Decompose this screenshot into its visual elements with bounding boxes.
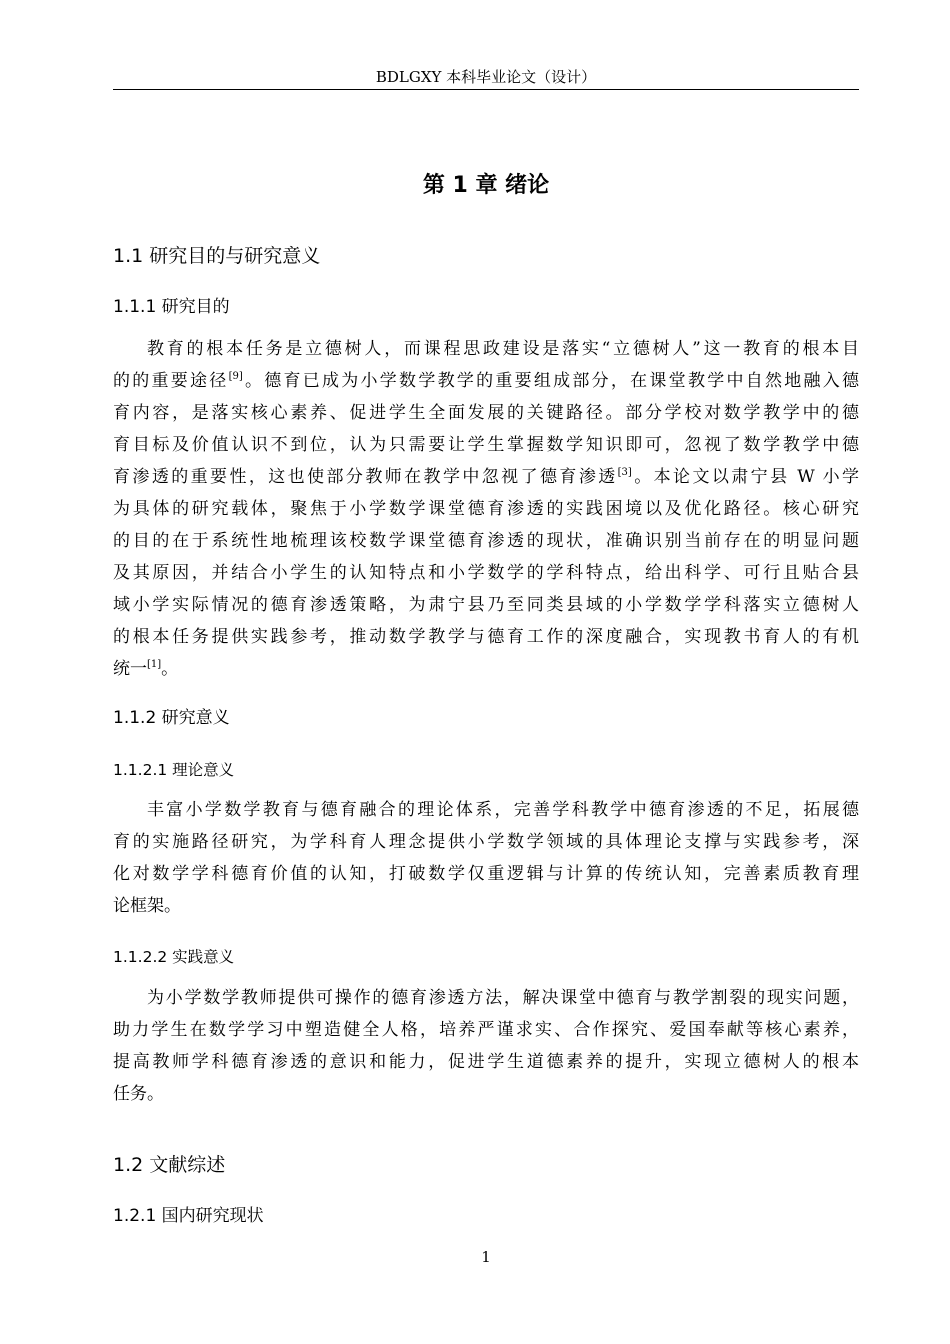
citation-ref: [3]: [617, 467, 632, 478]
paragraph-line: 提高教师学科德育渗透的意识和能力，促进学生道德素养的提升，实现立德树人的根本: [113, 1052, 859, 1072]
citation-ref: [9]: [228, 371, 243, 382]
section-heading-1-1-2-1: 1.1.2.1 理论意义: [113, 761, 235, 779]
paragraph-line: [113, 365, 859, 397]
paragraph-practical-significance: [113, 982, 859, 1110]
text-run: 。本论文以肃宁县 W 小学: [631, 467, 860, 487]
section-heading-1-1-2-2: 1.1.2.2 实践意义: [113, 948, 235, 966]
chapter-title: 第 1 章 绪论: [422, 173, 550, 198]
section-heading-1-2: 1.2 文献综述: [113, 1154, 226, 1176]
section-heading-1-1-1: 1.1.1 研究目的: [113, 297, 230, 317]
paragraph-line: 丰富小学数学教育与德育融合的理论体系，完善学科教学中德育渗透的不足，拓展德: [147, 800, 859, 820]
text-run: 统一: [113, 659, 147, 679]
paragraph-line: [113, 461, 859, 493]
paragraph-line: 的目的在于系统性地梳理该校数学课堂德育渗透的现状，准确识别当前存在的明显问题: [113, 531, 859, 551]
running-header: BDLGXY 本科毕业论文（设计）: [375, 68, 597, 86]
text-run: 育渗透的重要性，这也使部分教师在教学中忽视了德育渗透: [113, 467, 618, 487]
paragraph-line: 育内容，是落实核心素养、促进学生全面发展的关键路径。部分学校对数学教学中的德: [113, 403, 859, 423]
paragraph-theoretical-significance: [113, 794, 859, 922]
section-heading-1-1-2: 1.1.2 研究意义: [113, 708, 230, 728]
page-number: 1: [481, 1248, 491, 1266]
section-heading-1-1: 1.1 研究目的与研究意义: [113, 245, 321, 267]
paragraph-line: 域小学实际情况的德育渗透策略，为肃宁县乃至同类县域的小学数学学科落实立德树人: [113, 595, 859, 615]
paragraph-line: 为小学数学教师提供可操作的德育渗透方法，解决课堂中德育与教学割裂的现实问题，: [147, 988, 859, 1008]
paragraph-research-purpose: [113, 333, 859, 685]
paragraph-line: 育目标及价值认识不到位，认为只需要让学生掌握数学知识即可，忽视了数学教学中德: [113, 435, 859, 455]
paragraph-line: 为具体的研究载体，聚焦于小学数学课堂德育渗透的实践困境以及优化路径。核心研究: [113, 499, 859, 519]
header-rule: [113, 89, 859, 90]
paragraph-line: 及其原因，并结合小学生的认知特点和小学数学的学科特点，给出科学、可行且贴合县: [113, 563, 859, 583]
text-run: 。德育已成为小学数学教学的重要组成部分，在课堂教学中自然地融入德: [242, 371, 860, 391]
paragraph-line: 化对数学学科德育价值的认知，打破数学仅重逻辑与计算的传统认知，完善素质教育理: [113, 864, 859, 884]
text-run: 。: [161, 659, 179, 679]
citation-ref: [1]: [147, 659, 162, 670]
paragraph-line: 的根本任务提供实践参考，推动数学教学与德育工作的深度融合，实现教书育人的有机: [113, 627, 859, 647]
paragraph-line: 论框架。: [113, 896, 181, 916]
paragraph-line: 育的实施路径研究，为学科育人理念提供小学数学领域的具体理论支撑与实践参考，深: [113, 832, 859, 852]
paragraph-line: 教育的根本任务是立德树人，而课程思政建设是落实“立德树人”这一教育的根本目: [147, 339, 859, 359]
paragraph-line: 助力学生在数学学习中塑造健全人格，培养严谨求实、合作探究、爱国奉献等核心素养，: [113, 1020, 859, 1040]
paragraph-line: 任务。: [113, 1084, 164, 1104]
text-run: 的的重要途径: [113, 371, 229, 391]
paragraph-line: [113, 653, 859, 685]
section-heading-1-2-1: 1.2.1 国内研究现状: [113, 1206, 264, 1226]
